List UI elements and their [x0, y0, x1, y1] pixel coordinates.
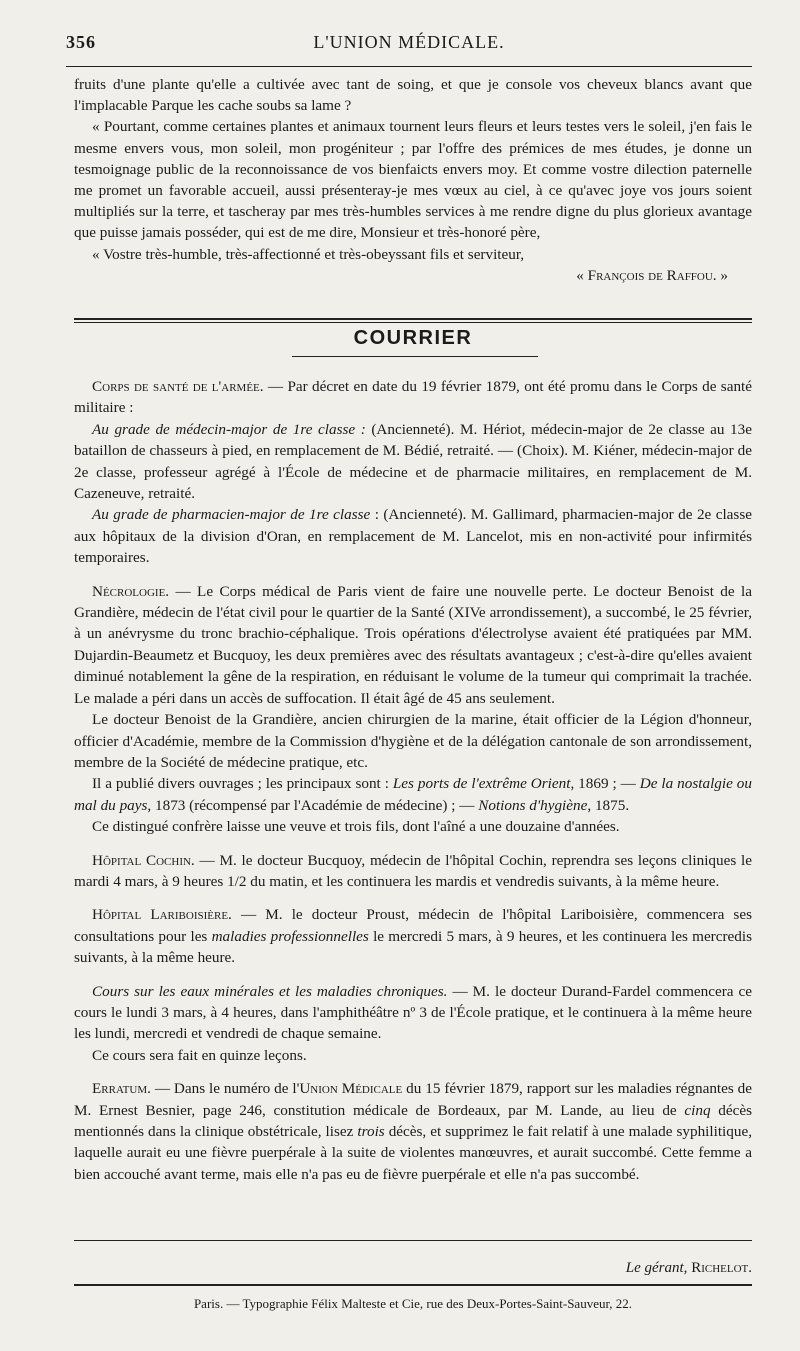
medecin-grade: Au grade de médecin-major de 1re classe : [92, 420, 366, 438]
lariboisiere-paragraph [74, 904, 752, 968]
cours-text: — M. le docteur Durand-Fardel commencera ce cours le lundi 3 mars, à 4 heures, dans l'amphithéâtre nº 3 de l'École pratique, et le continuera à la même heure les lundi, mercredi et vendredi de chaque semaine. [74, 982, 752, 1043]
medecin-paragraph [74, 419, 752, 505]
erratum-text: du 15 février 1879, rapport sur les maladies régnantes de M. Ernest Besnier, page 246, constitution médicale de Bordeaux, par M. Lande, au lieu de [74, 1080, 753, 1119]
spacer [74, 892, 752, 904]
gerant-name: Richelot. [687, 1260, 752, 1276]
lariboisiere-heading: Hôpital Lariboisière. [92, 906, 232, 924]
pharma-paragraph [74, 504, 752, 568]
necrologie-paragraph [74, 581, 752, 709]
cochin-heading: Hôpital Cochin. [92, 851, 195, 869]
gerant-label: Le gérant, [625, 1260, 688, 1276]
letter-closing: « Vostre très-humble, très-affectionné et très-obeyssant fils et serviteur, [92, 245, 525, 263]
cours-paragraph [74, 981, 752, 1045]
erratum-text: décès mentionnés dans la clinique obstétricale, lisez [74, 1101, 752, 1140]
letter-paragraph: « Pourtant, comme certaines plantes et animaux tournent leurs fleurs et leurs testes vers le soleil, j'en fais le mesme envers vous, mon soleil, mon progéniteur ; par l'offre des prémices de mes études, je donne un tesmoignage public de la reconnoissance de vos bienfaicts envers moy. Et comme vostre dilection paternelle me promet un favorable accueil, aussi présenteray-je mes vœux au ciel, à ce qu'avec joye vos jours soient multipliés sur la terre, et tascheray par mes très-humbles services à me rendre digne du plus glorieux avantage que puisse jamais posséder, qui est de me dire, Monsieur et très-honoré père, [74, 118, 752, 242]
journal-title: L'UNION MÉDICALE. [313, 32, 505, 52]
section-rule [74, 322, 752, 323]
necrologie-text: — Le Corps médical de Paris vient de faire une nouvelle perte. Le docteur Benoist de la Grandière, médecin de l'état civil pour le quartier de la Santé (XIVe arrondissement), a succombé, le 25 février, à un anévrysme du tronc brachio-céphalique. Trois opérations d'électrolyse avaient été pratiquées par MM. Dujardin-Beaumetz et Bucquoy, les deux premières avec des résultats avantageux ; c'est-à-dire qu'elles avaient diminué notablement la gêne de la respiration, en réduisant le volume de la tumeur qui comprimait la trachée. Le malade a péri dans un accès de suffocation. Il était âgé de 45 ans seulement. [74, 582, 752, 707]
cochin-paragraph [74, 850, 752, 893]
lariboisiere-topic: maladies professionnelles [211, 927, 369, 945]
cochin-text: — M. le docteur Bucquoy, médecin de l'hôpital Cochin, reprendra ses leçons cliniques le mardi 4 mars, à 9 heures 1/2 du matin, et les continuera les mardis et vendredis suivants, à la même heure. [74, 851, 752, 890]
letter-excerpt [74, 74, 752, 286]
necrologie-paragraph: Ce distingué confrère laisse une veuve et trois fils, dont l'aîné a une douzaine d'années. [92, 818, 620, 836]
works-text: , 1875. [587, 796, 630, 814]
gerant-signature [626, 1260, 752, 1277]
courrier-body [74, 376, 752, 1185]
corps-paragraph [74, 376, 752, 419]
works-text: , 1869 ; — [570, 775, 640, 793]
letter-paragraph: fruits d'une plante qu'elle a cultivée avec tant de soing, et que je console vos cheveux blancs avant que l'implacable Parque les cache soubs sa lame ? [74, 76, 752, 115]
cours-title: Cours sur les eaux minérales et les maladies chroniques. [92, 982, 448, 1000]
section-rule [74, 318, 752, 320]
letter-signature: « François de Raffou. » [576, 266, 728, 284]
footer-rule [74, 1284, 752, 1286]
section-title: COURRIER [353, 327, 473, 349]
lariboisiere-text: le mercredi 5 mars, à 9 heures, et les continuera les mercredis suivants, à la même heure. [74, 927, 753, 967]
lariboisiere-text: — M. le docteur Proust, médecin de l'hôpital Lariboisière, commencera ses consultations pour les [74, 906, 752, 945]
journal-reference: Union Médicale [299, 1080, 403, 1098]
necrologie-works [74, 773, 752, 816]
erratum-text: — Dans le numéro de l' [150, 1080, 300, 1098]
running-head [66, 28, 752, 62]
medecin-text: (Ancienneté). M. Hériot, médecin-major de 2e classe au 13e bataillon de chasseurs à pied, en remplacement de M. Bédié, retraité. — (Choix). M. Kiéner, médecin-major de 2e classe, professeur agrégé à l'École de médecine et de pharmacie militaires, en remplacement de M. Cazeneuve, retraité. [74, 420, 752, 503]
pharma-text: : (Ancienneté). M. Gallimard, pharmacien-major de 2e classe aux hôpitaux de la division d'Oran, en remplacement de M. Lancelot, mis en non-activité pour infirmités temporaires. [74, 506, 752, 567]
cours-paragraph: Ce cours sera fait en quinze leçons. [92, 1046, 307, 1064]
printer-imprint: Paris. — Typographie Félix Malteste et Cie, rue des Deux-Portes-Saint-Sauveur, 22. [193, 1296, 633, 1311]
corps-intro: — Par décret en date du 19 février 1879, ont été promu dans le Corps de santé militaire : [74, 378, 753, 417]
section-header [74, 318, 752, 368]
work-title: Les ports de l'extrême Orient [392, 775, 571, 793]
spacer [74, 969, 752, 981]
header-rule [66, 66, 752, 67]
work-title: Notions d'hygiène [478, 796, 588, 814]
necrologie-heading: Nécrologie. [92, 582, 170, 600]
pharma-grade: Au grade de pharmacien-major de 1re classe [92, 506, 371, 524]
spacer [74, 1066, 752, 1078]
works-text: , 1873 (récompensé par l'Académie de médecine) ; — [147, 796, 479, 814]
erratum-heading: Erratum. [92, 1080, 151, 1098]
erratum-word: trois [357, 1123, 385, 1140]
necrologie-paragraph: Le docteur Benoist de la Grandière, ancien chirurgien de la marine, était officier de la Légion d'honneur, officier d'Académie, membre de la Commission d'hygiène et de la délégation cantonale de son arrondissement, membre de la Société de médecine pratique, etc. [74, 711, 752, 771]
work-title: De la nostalgie ou mal du pays [74, 775, 752, 814]
works-text: Il a publié divers ouvrages ; les principaux sont : [92, 775, 393, 793]
erratum-paragraph [74, 1078, 752, 1185]
title-underline [292, 356, 538, 357]
corps-heading: Corps de santé de l'armée. [92, 378, 264, 395]
spacer [74, 569, 752, 581]
footer-rule [74, 1240, 752, 1241]
page-number: 356 [66, 32, 96, 52]
erratum-text: décès, et supprimez le fait relatif à une malade syphilitique, laquelle aurait eu une fièvre puerpérale à la suite de violentes manœuvres, et aurait succombé. Cette femme a bien accouché avant terme, mais elle n'a pas eu de fièvre puerpérale et elle n'a pas succombé. [74, 1123, 752, 1183]
spacer [74, 838, 752, 850]
erratum-word: cinq [684, 1101, 711, 1119]
